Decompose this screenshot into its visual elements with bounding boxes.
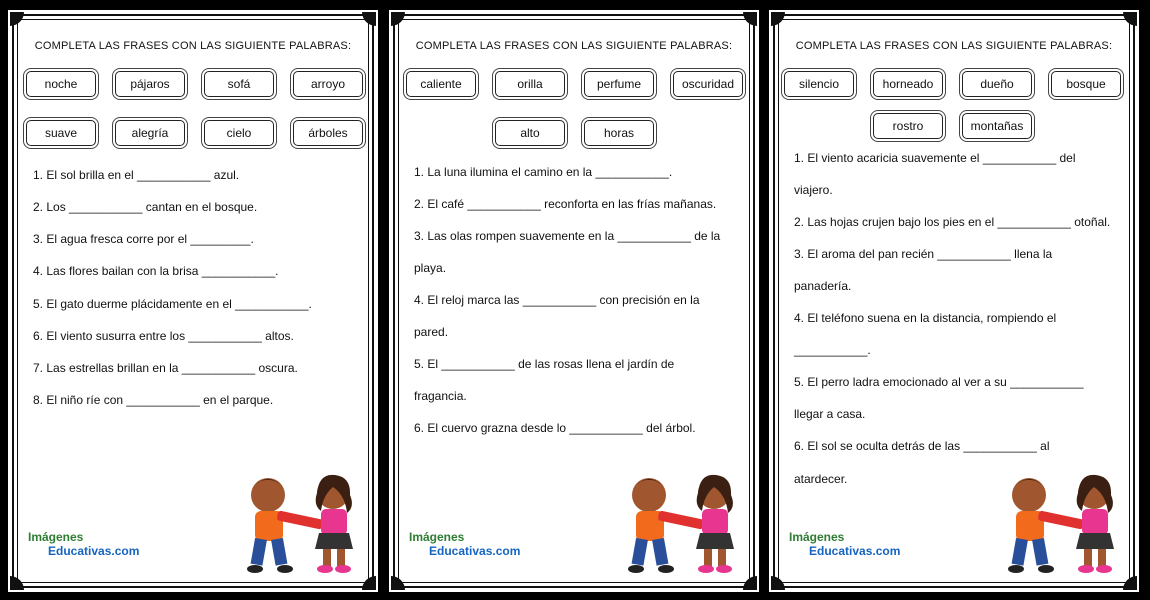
sentence: 6. El sol se oculta detrás de las ___________ al	[794, 439, 1050, 453]
worksheet-1	[8, 10, 378, 592]
sentence: 1. El sol brilla en el ___________ azul.	[33, 168, 240, 182]
sentence: 4. El reloj marca las ___________ con precisión en la	[414, 293, 700, 307]
word-chip: sofá	[204, 71, 274, 97]
word-chip: rostro	[873, 113, 943, 139]
instructions-title: COMPLETA LAS FRASES CON LAS SIGUIENTE PALABRAS:	[415, 40, 733, 52]
site-logo: Imágenes Educativas.com	[28, 530, 140, 558]
sentence: 2. Los ___________ cantan en el bosque.	[33, 200, 258, 214]
sentence: 8. El niño ríe con ___________ en el parque.	[33, 393, 274, 407]
sentence: 4. El teléfono suena en la distancia, rompiendo el	[794, 311, 1057, 325]
sentence: 3. El agua fresca corre por el _________.	[33, 232, 254, 246]
word-chip: arroyo	[293, 71, 363, 97]
sentence: 2. El café ___________ reconforta en las frías mañanas.	[414, 197, 717, 211]
word-chip: perfume	[584, 71, 654, 97]
site-logo: Imágenes Educativas.com	[409, 530, 521, 558]
sentence: 3. El aroma del pan recién ___________ llena la	[794, 247, 1053, 261]
word-chip: dueño	[962, 71, 1032, 97]
sentence: pared.	[414, 325, 449, 339]
word-chip: alto	[495, 120, 565, 146]
word-chip: oscuridad	[673, 71, 743, 97]
sentence: 6. El viento susurra entre los ___________ altos.	[33, 329, 294, 343]
children-illustration	[614, 465, 744, 580]
sentence: llegar a casa.	[794, 407, 866, 421]
word-chip: montañas	[962, 113, 1032, 139]
site-logo: Imágenes Educativas.com	[789, 530, 901, 558]
word-chip: orilla	[495, 71, 565, 97]
word-chip: bosque	[1051, 71, 1121, 97]
word-chip: alegría	[115, 120, 185, 146]
sentence: 6. El cuervo grazna desde lo ___________ del árbol.	[414, 421, 696, 435]
sentence: 4. Las flores bailan con la brisa ___________.	[33, 264, 279, 278]
word-chip: árboles	[293, 120, 363, 146]
sentence: 5. El perro ladra emocionado al ver a su ___________	[794, 375, 1084, 389]
word-chip: horas	[584, 120, 654, 146]
sentence: atardecer.	[794, 472, 848, 486]
sentence: 7. Las estrellas brillan en la ___________ oscura.	[33, 361, 298, 375]
word-chip: horneado	[873, 71, 943, 97]
sentence: 5. El ___________ de las rosas llena el jardín de	[414, 357, 675, 371]
sentence: panadería.	[794, 279, 852, 293]
word-chip: silencio	[784, 71, 854, 97]
sentence: ___________.	[794, 343, 871, 357]
instructions-title: COMPLETA LAS FRASES CON LAS SIGUIENTE PALABRAS:	[795, 40, 1113, 52]
instructions-title: COMPLETA LAS FRASES CON LAS SIGUIENTE PALABRAS:	[34, 40, 352, 52]
sentence: viajero.	[794, 183, 833, 197]
word-chip: suave	[26, 120, 96, 146]
sentence: 3. Las olas rompen suavemente en la ___________ de la	[414, 229, 721, 243]
sentence: fragancia.	[414, 389, 467, 403]
worksheet-3	[769, 10, 1139, 592]
sentence: 5. El gato duerme plácidamente en el ___________.	[33, 297, 312, 311]
word-chip: caliente	[406, 71, 476, 97]
sentence: playa.	[414, 261, 447, 275]
sentence: 2. Las hojas crujen bajo los pies en el ___________ otoñal.	[794, 215, 1111, 229]
children-illustration	[233, 465, 363, 580]
word-chip: cielo	[204, 120, 274, 146]
children-illustration	[994, 465, 1124, 580]
word-chip: pájaros	[115, 71, 185, 97]
worksheet-2	[389, 10, 759, 592]
word-chip: noche	[26, 71, 96, 97]
sentence: 1. La luna ilumina el camino en la ___________.	[414, 165, 673, 179]
sentence: 1. El viento acaricia suavemente el ___________ del	[794, 151, 1076, 165]
